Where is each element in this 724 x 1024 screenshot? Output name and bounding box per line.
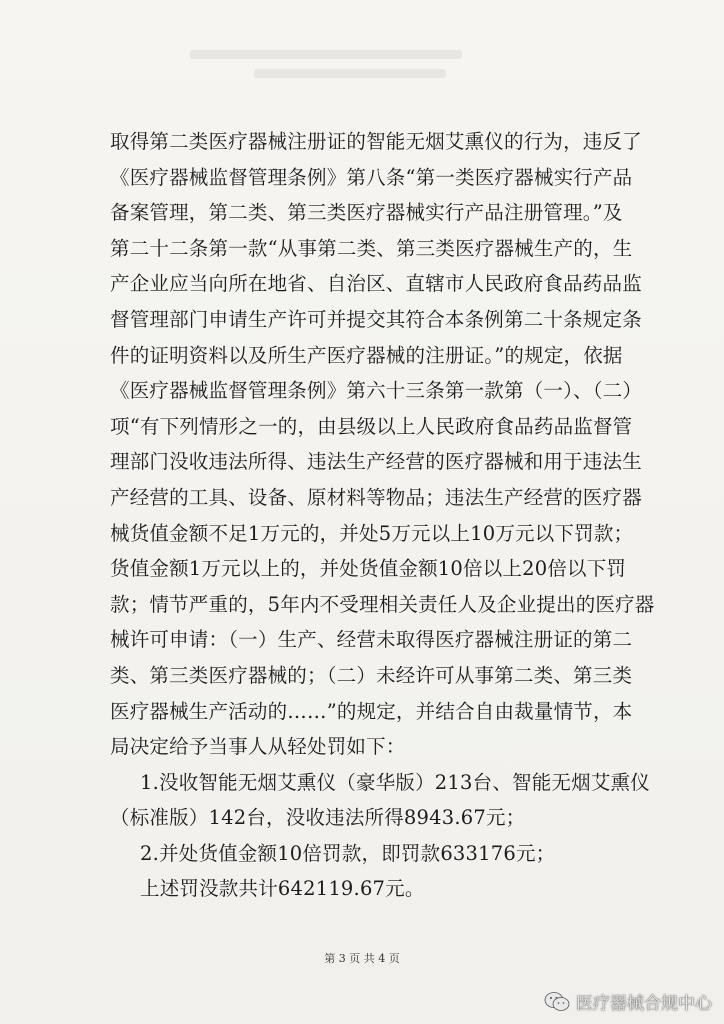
body-line: 第二十二条第一款“从事第二类、第三类医疗器械生产的，生: [110, 236, 633, 260]
body-line: 产经营的工具、设备、原材料等物品；违法生产经营的医疗器: [110, 485, 642, 509]
penalty-item-1-continued: （标准版）142台，没收违法所得8943.67元；: [110, 806, 526, 830]
show-through-shadow: [190, 40, 510, 120]
watermark-text: 医疗器械合规中心: [576, 994, 712, 1014]
penalty-total: 上述罚没款共计642119.67元。: [140, 877, 425, 901]
page-number: 第 3 页 共 4 页: [324, 952, 400, 965]
penalty-item-2: 2.并处货值金额10倍罚款，即罚款633176元；: [140, 841, 556, 865]
document-body: [110, 124, 685, 907]
body-line: 《医疗器械监督管理条例》第六十三条第一款第（一）、（二）: [110, 379, 643, 403]
body-line: 备案管理，第二类、第三类医疗器械实行产品注册管理。”及: [110, 201, 623, 225]
body-line: 项“有下列情形之一的，由县级以上人民政府食品药品监督管: [110, 414, 633, 438]
body-line: 械许可申请：（一）生产、经营未取得医疗器械注册证的第二: [110, 628, 633, 652]
penalty-item-1: 1.没收智能无烟艾熏仪（豪华版）213台、智能无烟艾熏仪: [140, 770, 650, 794]
body-line: 产企业应当向所在地省、自治区、直辖市人民政府食品药品监: [110, 272, 642, 296]
wechat-watermark: [544, 989, 712, 1014]
wechat-icon: [544, 991, 570, 1013]
body-line: 理部门没收违法所得、违法生产经营的医疗器械和用于违法生: [110, 450, 642, 474]
body-line: 件的证明资料以及所生产医疗器械的注册证。”的规定，依据: [110, 343, 623, 367]
body-line: 械货值金额不足1万元的，并处5万元以上10万元以下罚款；: [110, 521, 634, 545]
body-line: 货值金额1万元以上的，并处货值金额10倍以上20倍以下罚: [110, 557, 627, 581]
body-line: 类、第三类医疗器械的；（二）未经许可从事第二类、第三类: [110, 663, 633, 687]
body-line: 取得第二类医疗器械注册证的智能无烟艾熏仪的行为，违反了: [110, 130, 642, 153]
body-line: 局决定给予当事人从轻处罚如下：: [110, 735, 406, 759]
body-line: 督管理部门申请生产许可并提交其符合本条例第二十条规定条: [110, 307, 642, 331]
body-line: 款；情节严重的，5年内不受理相关责任人及企业提出的医疗器: [110, 592, 655, 616]
body-line: 医疗器械生产活动的……”的规定，并结合自由裁量情节，本: [110, 699, 633, 723]
body-line: 《医疗器械监督管理条例》第八条“第一类医疗器械实行产品: [110, 165, 633, 189]
